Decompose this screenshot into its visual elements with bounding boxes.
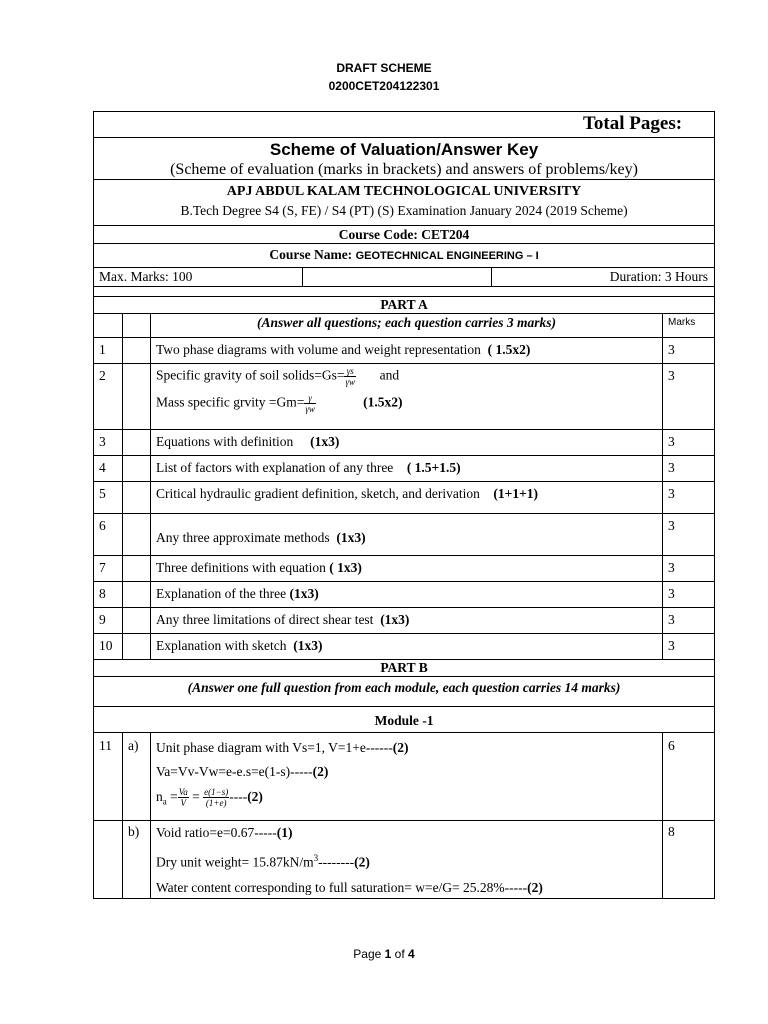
mark-allocation: (2)	[527, 879, 543, 895]
part-a-instruction: (Answer all questions; each question carries 3 marks)	[151, 314, 663, 338]
module-title: Module -1	[94, 707, 715, 733]
answer-text: Two phase diagrams with volume and weight representation	[156, 342, 481, 357]
mark-allocation: (1x3)	[380, 612, 410, 627]
table-row	[94, 634, 715, 660]
mark-allocation: (2)	[312, 764, 329, 779]
module-row	[94, 707, 715, 733]
part-b-instruction: (Answer one full question from each module, each question carries 14 marks)	[94, 677, 715, 707]
part-b-title: PART B	[94, 660, 715, 677]
question-number: 4	[94, 456, 123, 482]
porosity-fraction: $\frac{e(1-s)}{(1+e)}$	[204, 787, 229, 809]
duration: Duration: 3 Hours	[609, 269, 709, 284]
sub-question: b)	[123, 821, 151, 899]
marks-duration-row	[94, 268, 715, 287]
document-code: 0200CET204122301	[328, 79, 440, 93]
answer-text: Explanation with sketch	[156, 638, 287, 653]
scheme-header-row	[94, 138, 715, 180]
mark-allocation: (1)	[276, 825, 293, 840]
table-row: b) Void ratio=e=0.67-----(1) Dry unit weight= $15.87kN/m^3--------(2)$ Water content corresponding to full saturation= w=e/G= 25.28%-----(2) 8	[94, 821, 715, 899]
part-a-title-row	[94, 297, 715, 314]
va-over-v-fraction: $\frac{Va}{V}$	[178, 787, 188, 809]
university-name: APJ ABDUL KALAM TECHNOLOGICAL UNIVERSITY	[226, 184, 582, 199]
answer-text: Specific gravity of soil solids=Gs=	[156, 367, 345, 383]
answer-text: Any three approximate methods	[156, 530, 330, 545]
course-name: GEOTECHNICAL ENGINEERING – I	[355, 250, 539, 262]
table-row	[94, 456, 715, 482]
question-number: 11	[94, 733, 123, 821]
marks-value: 8	[663, 821, 715, 899]
mark-allocation: (2)	[354, 854, 370, 870]
answer-line: Void ratio=e=0.67-----	[156, 825, 277, 840]
marks-value: 3	[663, 456, 715, 482]
marks-value: 3	[663, 338, 715, 364]
scheme-title: Scheme of Valuation/Answer Key	[269, 140, 539, 159]
max-marks: Max. Marks: 100	[94, 268, 303, 286]
question-number: 1	[94, 338, 123, 364]
sub-question: a)	[123, 733, 151, 821]
answer-text-2: Mass specific grvity =Gm=	[156, 394, 305, 410]
answer-text-and: and	[379, 367, 400, 383]
table-row	[94, 430, 715, 456]
marks-value: 3	[663, 634, 715, 660]
question-number: 10	[94, 634, 123, 660]
answer-text: Explanation of the three	[156, 586, 287, 601]
mark-allocation: (2)	[392, 740, 409, 755]
table-row	[94, 514, 715, 556]
question-number: 5	[94, 482, 123, 514]
marks-value: 3	[663, 482, 715, 514]
answer-line: Water content corresponding to full saturation= w=e/G= 25.28%-----	[156, 879, 528, 895]
spacer-row	[94, 287, 715, 297]
answer-line-prefix: n	[156, 789, 163, 804]
mark-allocation: (2)	[247, 789, 263, 804]
answer-line: Unit phase diagram with Vs=1, V=1+e------	[156, 740, 393, 755]
answer-text: Three definitions with equation	[156, 560, 326, 575]
question-number: 3	[94, 430, 123, 456]
part-a-instruction-row	[94, 314, 715, 338]
marks-value: 3	[663, 364, 715, 430]
scheme-subtitle: (Scheme of evaluation (marks in brackets) and answers of problems/key)	[170, 161, 638, 178]
gm-fraction: $\frac{\gamma}{\gamma w}$	[305, 393, 315, 414]
table-row	[94, 556, 715, 582]
exam-details: B.Tech Degree S4 (S, FE) / S4 (PT) (S) Examination January 2024 (2019 Scheme)	[180, 203, 628, 218]
answer-text: Critical hydraulic gradient definition, sketch, and derivation	[156, 486, 480, 501]
table-row	[94, 582, 715, 608]
mark-allocation: (1x3)	[336, 530, 366, 545]
course-code-row	[94, 226, 715, 244]
question-number: 7	[94, 556, 123, 582]
answer-text: Any three limitations of direct shear test	[156, 612, 374, 627]
mark-allocation: (1+1+1)	[493, 486, 539, 501]
course-name-label: Course Name:	[269, 247, 353, 262]
marks-value: 3	[663, 582, 715, 608]
gs-fraction: $\frac{\gamma s}{\gamma w}$	[345, 366, 356, 387]
marks-value: 3	[663, 514, 715, 556]
draft-scheme-label: DRAFT SCHEME	[336, 61, 432, 75]
answer-line: Dry unit weight= 15.87kN/m	[156, 854, 314, 870]
table-row	[94, 364, 715, 430]
mark-allocation: (1x3)	[293, 638, 323, 653]
total-pages: Total Pages:	[94, 112, 715, 138]
table-row	[94, 608, 715, 634]
mark-allocation: ( 1x3)	[329, 560, 362, 575]
part-a-title: PART A	[94, 297, 715, 314]
marks-value: 3	[663, 430, 715, 456]
answer-key-table	[93, 111, 715, 899]
question-number: 8	[94, 582, 123, 608]
marks-value: 6	[663, 733, 715, 821]
question-number: 6	[94, 514, 123, 556]
part-b-title-row	[94, 660, 715, 677]
marks-value: 3	[663, 556, 715, 582]
mark-allocation: (1.5x2)	[363, 394, 403, 410]
mark-allocation: ( 1.5x2)	[487, 342, 531, 357]
course-code: Course Code: CET204	[94, 226, 715, 244]
answer-text: Equations with definition	[156, 434, 294, 449]
part-b-instruction-row	[94, 677, 715, 707]
answer-line: Va=Vv-Vw=e-e.s=e(1-s)-----	[156, 764, 313, 779]
total-pages-row	[94, 112, 715, 138]
marks-value: 3	[663, 608, 715, 634]
table-row	[94, 338, 715, 364]
question-number: 2	[94, 364, 123, 430]
question-number: 9	[94, 608, 123, 634]
page-footer: Page 1 of 4	[353, 947, 415, 961]
table-row: 11 a) Unit phase diagram with Vs=1, V=1+e------(2) Va=Vv-Vw=e-e.s=e(1-s)-----(2) $n_a$ = $\frac{Va}{V}$ = $\frac{e(1-s)}{(1+e)}$ ----(2) 6	[94, 733, 715, 821]
marks-column-header: Marks	[663, 314, 715, 338]
table-row	[94, 482, 715, 514]
mark-allocation: (1x3)	[289, 586, 319, 601]
answer-text: List of factors with explanation of any three	[156, 460, 394, 475]
university-row	[94, 180, 715, 226]
mark-allocation: (1x3)	[310, 434, 340, 449]
mark-allocation: ( 1.5+1.5)	[406, 460, 461, 475]
course-name-row	[94, 244, 715, 268]
